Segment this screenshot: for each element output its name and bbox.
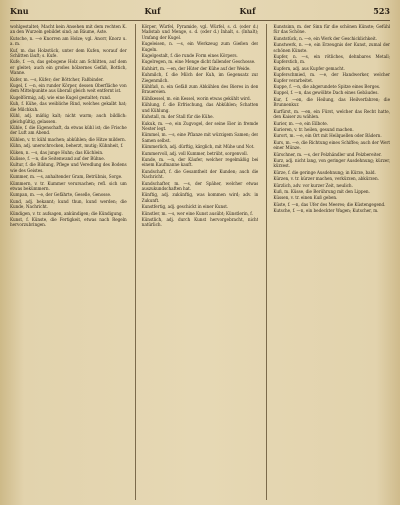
dictionary-entry: Kuß, m. Küsse, die Berührung mit den Lippen. bbox=[273, 188, 370, 194]
column-middle bbox=[135, 24, 259, 500]
dictionary-entry: Künftig, adj. zukünftig, was kommen wird; adv. in Zukunft. bbox=[141, 192, 259, 203]
dictionary-entry: Kugelförmig, adj. wie eine Kugel gestaltet; rund. bbox=[10, 94, 112, 100]
dictionary-entry: Kühl, adj. mäßig kalt; nicht warm; auch bildlich: gleichgültig, gelassen. bbox=[10, 113, 127, 124]
dictionary-entry: Kuhstall, m. der Stall für die Kühe. bbox=[141, 114, 214, 120]
dictionary-entry: Küken, n. —s, das junge Huhn; das Küchlein. bbox=[10, 149, 104, 155]
dictionary-entry: Kuhmilch, f. die Milch der Kuh, im Gegensatz zur Ziegenmilch. bbox=[141, 72, 259, 83]
dictionary-entry: Kuppel, f. —n, das gewölbte Dach eines Gebäudes. bbox=[273, 90, 379, 96]
dictionary-entry: Künstler, m. —s, wer eine Kunst ausübt; Künstlerin, f. bbox=[141, 210, 253, 216]
dictionary-entry: Kugelgestalt, f. die runde Form eines Körpers. bbox=[141, 53, 238, 59]
dictionary-entry: wohlgestaltet; Macht kein Ansehen mit dem rechten K. an den Wurzeln gebildet sind; an Bäume, Aste. bbox=[10, 24, 127, 35]
dictionary-entry: Kukuk, m. —e, ein Zugvogel, der seine Eier in fremde Nester legt. bbox=[141, 120, 259, 131]
dictionary-entry: Kugelregen, m. eine Menge dicht fallender Geschosse. bbox=[141, 59, 256, 65]
dictionary-entry: Kühn, adj. unerschrocken, beherzt, mutig; Kühnheit, f. bbox=[10, 143, 124, 149]
dictionary-entry: Küssen, v. tr. einen Kuß geben. bbox=[273, 195, 338, 201]
dictionary-entry: Kurz, adj. nicht lang, von geringer Ausdehnung; kürzer, kürzest. bbox=[273, 157, 391, 169]
dictionary-entry: Kuppe, f. —n, die abgerundete Spitze eines Berges. bbox=[273, 84, 381, 90]
dictionary-entry: Kund, adj. bekannt; kund thun, kund werden; die Kunde, Nachricht. bbox=[10, 198, 127, 210]
dictionary-entry: Kürzen, v. tr. kürzer machen, verkürzen, abkürzen. bbox=[273, 176, 379, 182]
dictionary-entry: Kufer, m. —s, Küfer; der Böttcher, Faßbinder. bbox=[10, 76, 104, 82]
dictionary-entry: Kühlung, f. die Erfrischung, das Abkühlen; Schatten und Kühlung. bbox=[141, 102, 259, 113]
dictionary-entry: Kupferschmied, m. —e, der Handwerker, welcher Kupfer verarbeitet. bbox=[273, 72, 391, 83]
dictionary-entry: Kunstsinn, m. der Sinn für die schönen Künste; Gefühl für das Schöne. bbox=[273, 24, 391, 35]
dictionary-entry: Kümmel, m. —s, eine Pflanze mit würzigem Samen; der Samen selbst. bbox=[141, 132, 259, 143]
dictionary-entry: Kümmerlich, adj. dürftig, kärglich, mit Mühe und Not. bbox=[141, 144, 255, 150]
header-guide-word-right: Kuf bbox=[239, 6, 256, 16]
dictionary-entry: Kühlkessel, m. ein Kessel, worin etwas gekühlt wird. bbox=[141, 95, 251, 101]
dictionary-entry: Kulisse, f. —n, die Seitenwand auf der Bühne. bbox=[10, 155, 105, 161]
dictionary-entry: Kurier, m. —e, ein Eilbote. bbox=[273, 120, 328, 126]
dictionary-entry: Kummer, m. —s, anhaltender Gram, Betrübnis, Sorge. bbox=[10, 174, 123, 180]
dictionary-entry: Körper, Würfel, Pyramide, vgl. Würfel, s. d. (oder d.) Maßstab und Menge, s. d. (oder d.) Inhalt, s. (Inhalt); Umfang der Kugel. bbox=[141, 24, 259, 40]
dictionary-entry: Kürze, f. die geringe Ausdehnung; in Kürze, bald. bbox=[273, 169, 376, 175]
header-guide-word-left: Kuf bbox=[144, 6, 161, 16]
text-columns bbox=[10, 24, 390, 500]
dictionary-entry: Kupfer, n. —s, ein rötliches, dehnbares Metall; Kupferstich, m. bbox=[273, 54, 391, 65]
dictionary-entry: Kundschaft, f. die Gesamtheit der Kunden; auch die Nachricht. bbox=[141, 168, 259, 180]
dictionary-entry: Kühlen, v. tr. kühl machen; abkühlen; die Hitze mildern. bbox=[10, 136, 126, 142]
dictionary-entry: Kunde, m. —n, der Käufer, welcher regelmäßig bei einem Kaufmanne kauft. bbox=[141, 156, 259, 168]
dictionary-entry: Kühle, f. die Eigenschaft, da etwas kühl ist; die Frische der Luft am Abend. bbox=[10, 124, 127, 136]
dictionary-entry: Kümmern, v. tr. Kummer verursachen; refl. sich um etwas bekümmern. bbox=[10, 180, 127, 191]
dictionary-entry: Kuhhirt, m. —en, der Hüter der Kühe auf der Weide. bbox=[141, 65, 251, 71]
dictionary-entry: Kutsche, n. —e Knorren am Holze; vgl. Anorr, Knorz u. a. m. bbox=[10, 35, 127, 47]
dictionary-entry: Kuf, m. das Holzstück, unter dem Kufen, worauf der Schlitten läuft; s. Kufe. bbox=[10, 47, 127, 59]
dictionary-entry: Kugel, f. —n, ein runder Körper, dessen Oberfläche von dem Mittelpunkte aus überall gleich weit entfernt ist. bbox=[10, 83, 127, 94]
dictionary-entry: Kur, f. —en, die Heilung, das Heilverfahren; die Brunnenkur. bbox=[273, 96, 391, 108]
dictionary-entry: Kunstfertig, adj. geschickt in einer Kunst. bbox=[141, 204, 229, 210]
dictionary-entry: Kummervoll, adj. voll Kummer, betrübt, sorgenvoll. bbox=[141, 150, 248, 156]
dictionary-entry: Kündigen, v. tr. aufsagen, ankündigen; die Kündigung. bbox=[10, 210, 123, 216]
column-right bbox=[266, 24, 390, 500]
dictionary-entry: Kunstwerk, n. —e, ein Erzeugnis der Kunst, zumal der schönen Künste. bbox=[273, 42, 391, 53]
dictionary-entry: Kumpan, m. —e, der Gefährte, Geselle, Genosse. bbox=[10, 192, 112, 198]
dictionary-entry: Kürzlich, adv. vor kurzer Zeit, neulich. bbox=[273, 182, 353, 188]
dictionary-entry: Kultur, f. die Bildung, Pflege und Veredlung des Bodens wie des Geistes. bbox=[10, 162, 127, 173]
dictionary-entry: Kürschner, m. —s, der Pelzhändler und Pelzbereiter. bbox=[273, 151, 382, 157]
dictionary-entry: Kühlfaß, n. ein Gefäß zum Abkühlen des Bieres in den Brauereien. bbox=[141, 84, 259, 95]
dictionary-entry: Künstlich, adj. durch Kunst hervorgebracht, nicht natürlich. bbox=[141, 217, 259, 228]
dictionary-entry: Küste, f. —n, das Ufer des Meeres; die Küstengegend. bbox=[273, 201, 386, 207]
dictionary-entry: Kurs, m. —e, die Richtung eines Schiffes; auch der Wert einer Münze. bbox=[273, 139, 391, 151]
dictionary-entry: Kunst, f. Künste, die Fertigkeit, etwas nach Regeln hervorzubringen. bbox=[10, 217, 127, 228]
header-left-mark: Knu bbox=[10, 6, 29, 16]
page-header bbox=[10, 6, 390, 21]
dictionary-entry: Kunststück, n. —e, ein Werk der Geschicklichkeit. bbox=[273, 35, 377, 41]
dictionary-entry: Kutsche, f. —n, ein bedeckter Wagen; Kutscher, m. bbox=[273, 208, 379, 214]
dictionary-entry: Kurieren, v. tr. heilen, gesund machen. bbox=[273, 126, 354, 132]
dictionary-entry: Kurort, m. —e, ein Ort mit Heilquellen oder Bädern. bbox=[273, 133, 382, 139]
page-number: 523 bbox=[373, 6, 390, 16]
column-left bbox=[10, 24, 127, 500]
dictionary-entry: Kundschafter, m. —s, der Späher, welcher etwas auszukundschaften hat. bbox=[141, 180, 259, 191]
dictionary-entry: Kugeleisen, n. —s, ein Werkzeug zum Gießen der Kugeln. bbox=[141, 41, 259, 52]
dictionary-entry: Kuh, f. Kühe, das weibliche Rind, welches gekalbt hat; die Milchkuh. bbox=[10, 101, 127, 112]
dictionary-entry: Kupfern, adj. aus Kupfer gemacht. bbox=[273, 65, 345, 71]
dictionary-entry: Kurfürst, m. —en, ein Fürst, welcher das Recht hatte, den Kaiser zu wählen. bbox=[273, 108, 391, 120]
dictionary-entry: Kufe, f. —n, das gebogene Holz am Schlitten, auf dem er gleitet; auch ein großes hölzernes Gefäß, Bottich, Wanne. bbox=[10, 59, 127, 76]
